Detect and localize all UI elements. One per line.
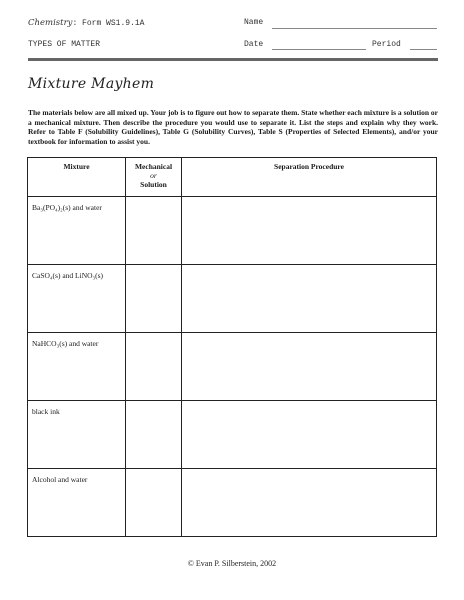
date-blank[interactable] [272,49,366,50]
mixture-column-header: Mixture [28,158,126,197]
mechanical-label: Mechanical [134,162,173,171]
mixture-cell [28,333,126,401]
mixture-cell [28,265,126,333]
mixture-cell [28,469,126,537]
mixture-label: black ink [32,407,60,416]
type-answer-cell[interactable] [126,333,182,401]
procedure-answer-cell[interactable] [182,401,437,469]
course-form-label [28,18,144,28]
table-row [28,265,437,333]
mixture-cell [28,197,126,265]
instructions-paragraph: The materials below are all mixed up. Your job is to figure out how to separate them. State whether each mixture is a solution or a mechanical mixture. Then describe the procedure you would use to separate it. List the steps and explain why they work. Refer to Table F (Solubility Guidelines), Table G (Solubility Curves), Table S (Properties of Selected Elements), and/or your textbook for information to assist you. [28,108,438,146]
mixture-table [27,157,437,537]
mixture-cell [28,401,126,469]
procedure-column-header: Separation Procedure [182,158,437,197]
table-row [28,197,437,265]
type-answer-cell[interactable] [126,197,182,265]
procedure-answer-cell[interactable] [182,265,437,333]
table-row [28,469,437,537]
procedure-answer-cell[interactable] [182,469,437,537]
name-label: Name [244,18,264,27]
solution-label: Solution [140,180,167,189]
table-header-row [28,158,437,197]
period-blank[interactable] [410,49,437,50]
mixture-label: Alcohol and water [32,475,88,484]
table-row [28,401,437,469]
procedure-answer-cell[interactable] [182,197,437,265]
table-row [28,333,437,401]
type-answer-cell[interactable] [126,265,182,333]
date-label: Date [244,40,264,49]
course-name: Chemistry [28,18,73,28]
header-divider [28,58,438,61]
copyright-footer: © Evan P. Silberstein, 2002 [187,559,277,568]
or-label: or [150,171,157,180]
topic-label: TYPES OF MATTER [28,40,101,49]
period-label: Period [372,40,401,49]
procedure-answer-cell[interactable] [182,333,437,401]
mixture-label: NaHCO₃(s) and water [32,339,99,348]
form-number: : Form WS1.9.1A [72,19,145,28]
mixture-label: CaSO₄(s) and LiNO₃(s) [32,271,104,280]
name-blank[interactable] [272,28,437,29]
mixture-label: Ba₃(PO₄)₂(s) and water [32,203,102,212]
worksheet-title: Mixture Mayhem [28,76,155,92]
type-column-header [126,158,182,197]
type-answer-cell[interactable] [126,401,182,469]
type-answer-cell[interactable] [126,469,182,537]
